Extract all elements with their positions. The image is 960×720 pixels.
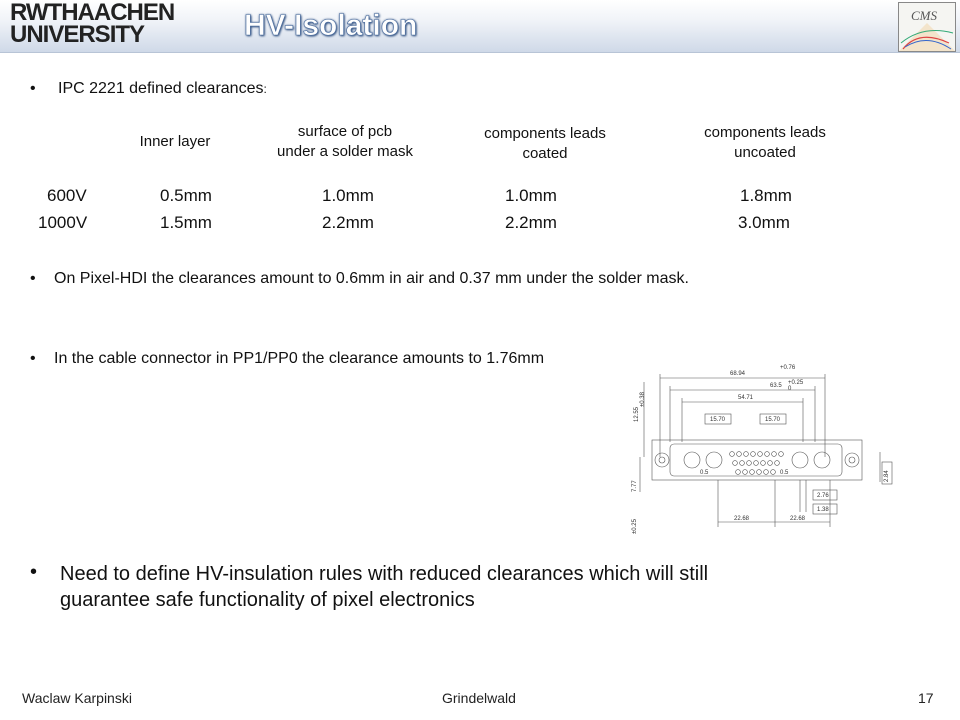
dim-label: 54.71 xyxy=(738,395,754,401)
header-line: surface of pcb xyxy=(297,123,393,140)
dim-label: 15.70 xyxy=(710,417,726,423)
footer-venue: Grindelwald xyxy=(442,690,516,706)
bullet-2-text: On Pixel-HDI the clearances amount to 0.6mm in air and 0.37 mm under the solder mask. xyxy=(54,270,689,287)
dim-label: 22.68 xyxy=(734,516,750,522)
dim-label: 12.55 xyxy=(634,406,640,422)
bullet-dot-2: • xyxy=(30,270,36,287)
dim-label: 0 xyxy=(788,386,792,392)
dim-label: 22.68 xyxy=(790,516,806,522)
bullet-4-text xyxy=(60,561,708,613)
table-header-coated xyxy=(455,124,635,164)
dim-label: 1.38 xyxy=(817,507,829,513)
dim-label: 7.77 xyxy=(632,480,638,492)
bullet-4-line-2: guarantee safe functionality of pixel electronics xyxy=(60,589,475,611)
table-header-surface-pcb xyxy=(245,122,445,162)
dim-label: 68.94 xyxy=(730,371,746,377)
header-line: components leads xyxy=(704,124,826,141)
dim-label: 0.5 xyxy=(780,470,789,476)
row-600v-coated: 1.0mm xyxy=(505,186,557,205)
connector-drawing xyxy=(630,362,900,542)
logo-line-1: RWTHAACHEN xyxy=(10,0,175,26)
dim-label: +0.25 xyxy=(788,380,804,386)
header-line: under a solder mask xyxy=(277,143,413,160)
row-600v-uncoated: 1.8mm xyxy=(740,186,792,205)
footer-page-number: 17 xyxy=(918,690,934,706)
slide-title: HV-Isolation xyxy=(244,9,418,42)
logo-line-2: UNIVERSITY xyxy=(10,21,145,48)
cms-logo xyxy=(898,2,956,52)
dim-label: 15.70 xyxy=(765,417,781,423)
header-line: coated xyxy=(522,145,568,162)
bullet-dot-1: • xyxy=(30,80,36,97)
bullet-dot-3: • xyxy=(30,350,36,367)
slide-header xyxy=(0,0,960,53)
bullet-1-colon: : xyxy=(263,82,267,96)
bullet-3-text: In the cable connector in PP1/PP0 the clearance amounts to 1.76mm xyxy=(54,350,545,367)
bullet-1-label: IPC 2221 defined clearances xyxy=(58,80,264,97)
connector-drawing-svg xyxy=(630,362,900,542)
table-header-inner-layer xyxy=(110,132,240,152)
dim-label: ±0.25 xyxy=(632,519,638,534)
header-line: components leads xyxy=(484,125,606,142)
header-line: uncoated xyxy=(734,144,796,161)
bullet-4-line-1: Need to define HV-insulation rules with reduced clearances which will still xyxy=(60,563,709,585)
cms-logo-icon xyxy=(899,3,955,51)
dim-label: 0.5 xyxy=(700,470,709,476)
rwth-logo xyxy=(10,2,190,50)
row-1000v-uncoated: 3.0mm xyxy=(738,213,790,232)
dim-label: 63.5 xyxy=(770,383,782,389)
row-600v-inner: 0.5mm xyxy=(160,186,212,205)
header-line: Inner layer xyxy=(139,133,211,150)
dim-label: 2.76 xyxy=(817,493,829,499)
dim-label: +0.76 xyxy=(780,365,796,371)
row-1000v-inner: 1.5mm xyxy=(160,213,212,232)
dim-label: 2.84 xyxy=(884,470,890,482)
row-1000v-voltage: 1000V xyxy=(38,213,88,232)
dim-label: ±0.38 xyxy=(640,392,646,407)
row-1000v-surface: 2.2mm xyxy=(322,213,374,232)
bullet-1-text xyxy=(58,80,267,98)
row-600v-voltage: 600V xyxy=(47,186,87,205)
bullet-dot-4: • xyxy=(30,561,38,583)
cms-logo-text: CMS xyxy=(911,8,937,23)
footer-author: Waclaw Karpinski xyxy=(22,690,132,706)
row-1000v-coated: 2.2mm xyxy=(505,213,557,232)
row-600v-surface: 1.0mm xyxy=(322,186,374,205)
table-header-uncoated xyxy=(675,123,855,163)
